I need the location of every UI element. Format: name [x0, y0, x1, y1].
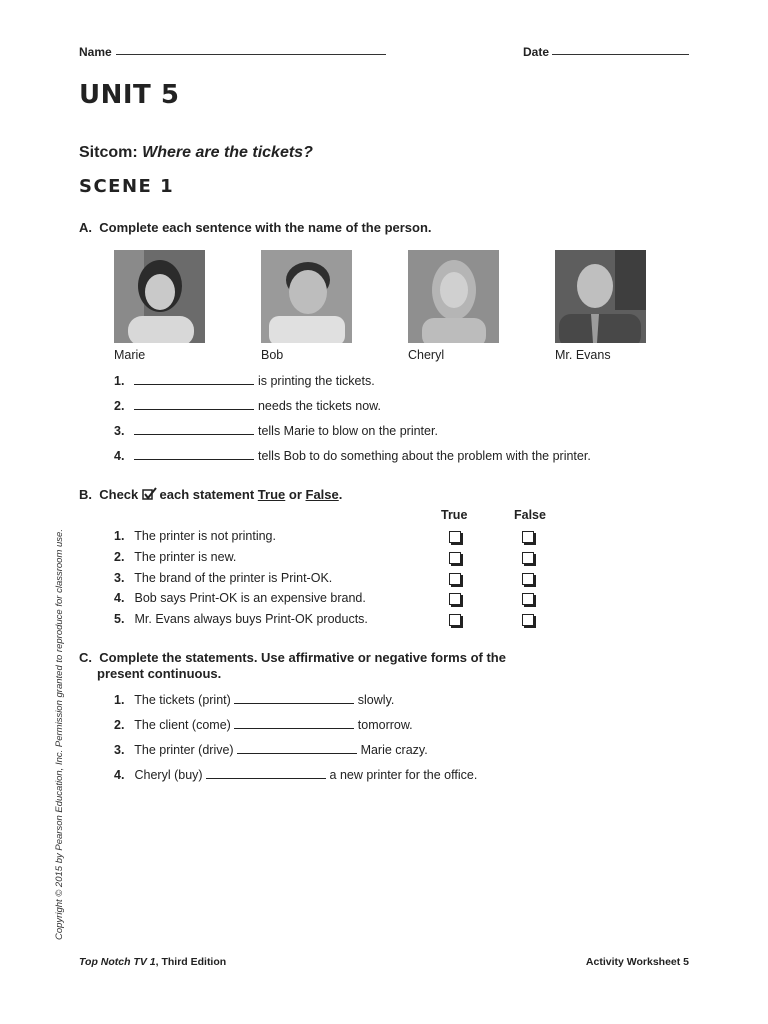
or-word: or: [288, 487, 302, 502]
list-item: [114, 767, 477, 782]
false-checkbox[interactable]: [522, 552, 534, 564]
item-text: Bob says Print-OK is an expensive brand.: [134, 591, 366, 605]
section-a-heading: [79, 220, 432, 235]
column-true: True: [441, 508, 468, 522]
item-text: The brand of the printer is Print-OK.: [134, 571, 333, 585]
section-instruction: Complete the statements. Use affirmative or negative forms of the: [99, 650, 506, 665]
footer-book-title: [79, 956, 226, 968]
photo-bob: [261, 250, 352, 343]
true-checkbox[interactable]: [449, 573, 461, 585]
true-checkbox[interactable]: [449, 614, 461, 626]
section-letter: B.: [79, 487, 92, 502]
false-word: False: [305, 487, 339, 502]
item-text: The printer is new.: [134, 550, 237, 564]
false-checkbox[interactable]: [522, 614, 534, 626]
item-number: 2.: [114, 550, 125, 564]
item-text: tells Marie to blow on the printer.: [257, 424, 438, 438]
answer-blank[interactable]: [234, 692, 354, 704]
answer-blank[interactable]: [206, 767, 326, 779]
section-c-heading: [79, 650, 506, 665]
item-text: needs the tickets now.: [257, 399, 381, 413]
list-item: [114, 591, 366, 605]
list-item: [114, 692, 394, 707]
column-false: False: [514, 508, 546, 522]
item-text: The printer is not printing.: [134, 529, 276, 543]
copyright-notice: Copyright © 2015 by Pearson Education, Inc. Permission granted to reproduce for classroom use.: [54, 529, 65, 940]
date-label: Date: [523, 45, 550, 59]
list-item: [114, 448, 591, 463]
person-name: Mr. Evans: [555, 348, 611, 362]
list-item: [114, 550, 236, 564]
sitcom-label: Sitcom:: [79, 144, 138, 161]
name-field[interactable]: [116, 42, 386, 55]
answer-blank[interactable]: [134, 373, 254, 385]
item-number: 1.: [114, 374, 125, 388]
period: .: [338, 487, 343, 502]
list-item: [114, 717, 413, 732]
item-number: 2.: [114, 399, 125, 413]
checkmark-box-icon: [142, 487, 156, 500]
list-item: [114, 398, 381, 413]
item-number: 3.: [114, 424, 125, 438]
item-text-after: tomorrow.: [357, 718, 413, 732]
footer-worksheet: Activity Worksheet 5: [585, 956, 689, 968]
true-checkbox[interactable]: [449, 552, 461, 564]
sitcom-heading: [79, 144, 313, 162]
answer-blank[interactable]: [134, 423, 254, 435]
answer-blank[interactable]: [237, 742, 357, 754]
list-item: [114, 612, 368, 626]
answer-blank[interactable]: [234, 717, 354, 729]
unit-title: UNIT 5: [79, 80, 180, 110]
answer-blank[interactable]: [134, 398, 254, 410]
item-text-before: The client (come): [134, 718, 231, 732]
false-checkbox[interactable]: [522, 593, 534, 605]
item-text-before: The tickets (print): [134, 693, 231, 707]
list-item: [114, 742, 428, 757]
item-number: 3.: [114, 743, 125, 757]
book-edition: , Third Edition: [155, 956, 227, 968]
item-text-after: slowly.: [357, 693, 395, 707]
list-item: [114, 571, 332, 585]
name-label: Name: [79, 45, 112, 59]
list-item: [114, 423, 438, 438]
book-title: Top Notch TV 1: [79, 956, 156, 968]
person-name: Cheryl: [408, 348, 445, 362]
false-checkbox[interactable]: [522, 531, 534, 543]
item-number: 4.: [114, 768, 125, 782]
item-text: is printing the tickets.: [257, 374, 375, 388]
item-number: 1.: [114, 693, 125, 707]
item-text-before: The printer (drive): [134, 743, 234, 757]
scene-title: SCENE 1: [79, 176, 175, 197]
item-number: 1.: [114, 529, 125, 543]
photo-cheryl: [408, 250, 499, 343]
section-instruction: Complete each sentence with the name of the person.: [99, 220, 432, 235]
true-checkbox[interactable]: [449, 593, 461, 605]
item-text-after: a new printer for the office.: [329, 768, 478, 782]
section-instruction-mid: each statement: [159, 487, 255, 502]
photo-marie: [114, 250, 205, 343]
list-item: [114, 529, 276, 543]
item-number: 2.: [114, 718, 125, 732]
section-letter: A.: [79, 220, 92, 235]
true-word: True: [257, 487, 286, 502]
list-item: [114, 373, 375, 388]
person-name: Marie: [114, 348, 146, 362]
section-c-heading-line2: present continuous.: [97, 666, 222, 681]
section-letter: C.: [79, 650, 92, 665]
item-text: Mr. Evans always buys Print-OK products.: [134, 612, 368, 626]
item-number: 3.: [114, 571, 125, 585]
section-instruction-pre: Check: [99, 487, 139, 502]
item-text-after: Marie crazy.: [360, 743, 428, 757]
true-checkbox[interactable]: [449, 531, 461, 543]
false-checkbox[interactable]: [522, 573, 534, 585]
item-number: 4.: [114, 449, 125, 463]
answer-blank[interactable]: [134, 448, 254, 460]
item-text-before: Cheryl (buy): [134, 768, 203, 782]
person-name: Bob: [261, 348, 284, 362]
date-field[interactable]: [552, 42, 689, 55]
section-b-heading: [79, 487, 342, 502]
sitcom-title: Where are the tickets?: [142, 144, 313, 161]
item-text: tells Bob to do something about the problem with the printer.: [257, 449, 591, 463]
item-number: 5.: [114, 612, 125, 626]
photo-mr-evans: [555, 250, 646, 343]
item-number: 4.: [114, 591, 125, 605]
